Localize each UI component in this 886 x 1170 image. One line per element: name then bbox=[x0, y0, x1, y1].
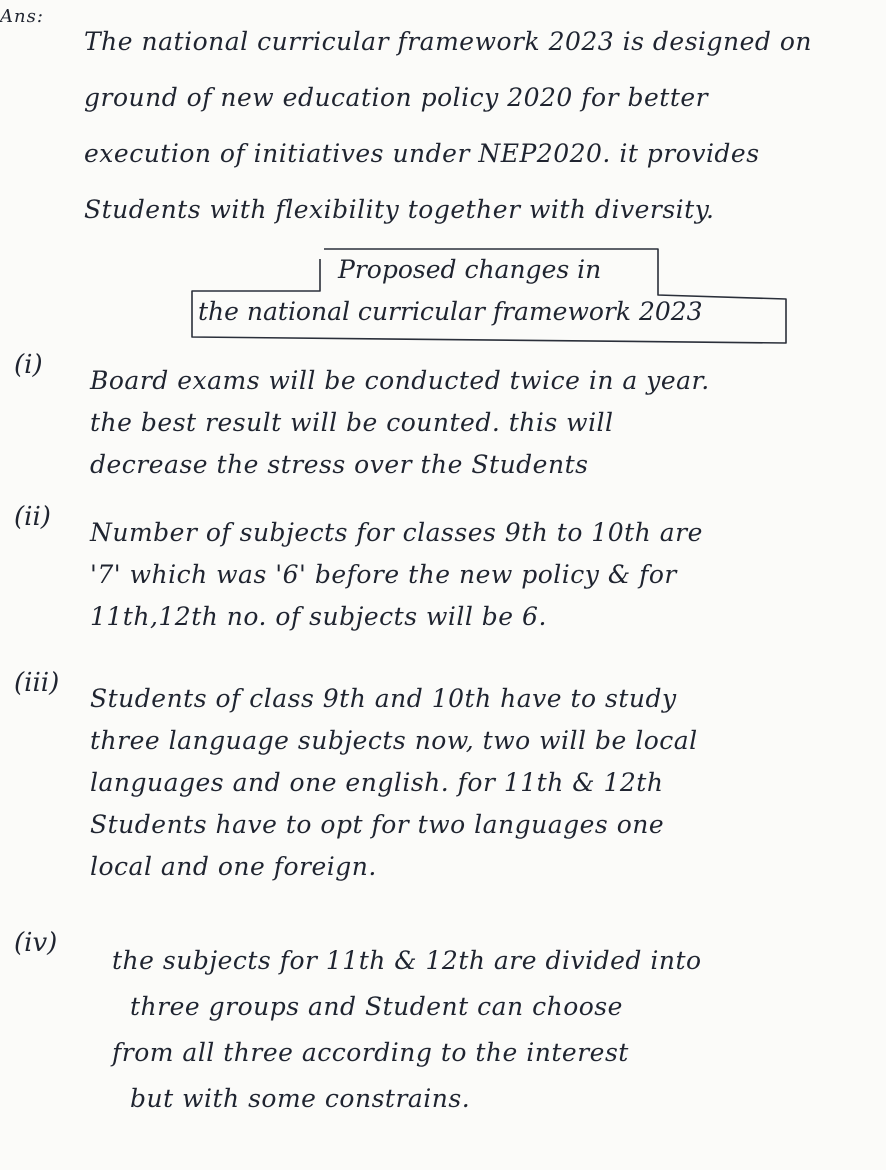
item-line: Students have to opt for two languages one bbox=[90, 810, 665, 839]
item-line: 11th,12th no. of subjects will be 6. bbox=[90, 602, 547, 631]
item-marker: (i) bbox=[14, 350, 43, 380]
intro-line: The national curricular framework 2023 is designed on bbox=[84, 27, 813, 56]
item-marker: (iii) bbox=[14, 668, 60, 698]
item-line: three groups and Student can choose bbox=[130, 992, 623, 1021]
item-line: Number of subjects for classes 9th to 10th are bbox=[90, 518, 703, 547]
intro-line: ground of new education policy 2020 for better bbox=[84, 83, 709, 112]
item-text bbox=[112, 938, 886, 1122]
item-line: Students of class 9th and 10th have to study bbox=[90, 684, 677, 713]
heading-title-line1: Proposed changes in bbox=[338, 255, 602, 284]
item-text bbox=[90, 512, 880, 638]
heading-box bbox=[188, 245, 788, 347]
answer-label: Ans: bbox=[0, 6, 44, 27]
item-marker: (ii) bbox=[14, 502, 51, 532]
item-line: three language subjects now, two will be local bbox=[90, 726, 698, 755]
heading-title-line2: the national curricular framework 2023 bbox=[198, 297, 703, 326]
item-line: local and one foreign. bbox=[90, 852, 377, 881]
item-line: decrease the stress over the Students bbox=[90, 450, 589, 479]
item-marker: (iv) bbox=[14, 928, 58, 958]
item-line: '7' which was '6' before the new policy & for bbox=[90, 560, 677, 589]
item-text bbox=[90, 360, 880, 486]
item-line: Board exams will be conducted twice in a year. bbox=[90, 366, 710, 395]
intro-paragraph bbox=[84, 14, 874, 238]
item-line: but with some constrains. bbox=[130, 1084, 471, 1113]
item-line: the subjects for 11th & 12th are divided into bbox=[112, 946, 702, 975]
item-line: languages and one english. for 11th & 12th bbox=[90, 768, 664, 797]
item-text bbox=[90, 678, 880, 888]
intro-line: execution of initiatives under NEP2020. it provides bbox=[84, 139, 760, 168]
item-line: the best result will be counted. this will bbox=[90, 408, 614, 437]
intro-line: Students with flexibility together with diversity. bbox=[84, 195, 715, 224]
item-line: from all three according to the interest bbox=[112, 1038, 629, 1067]
